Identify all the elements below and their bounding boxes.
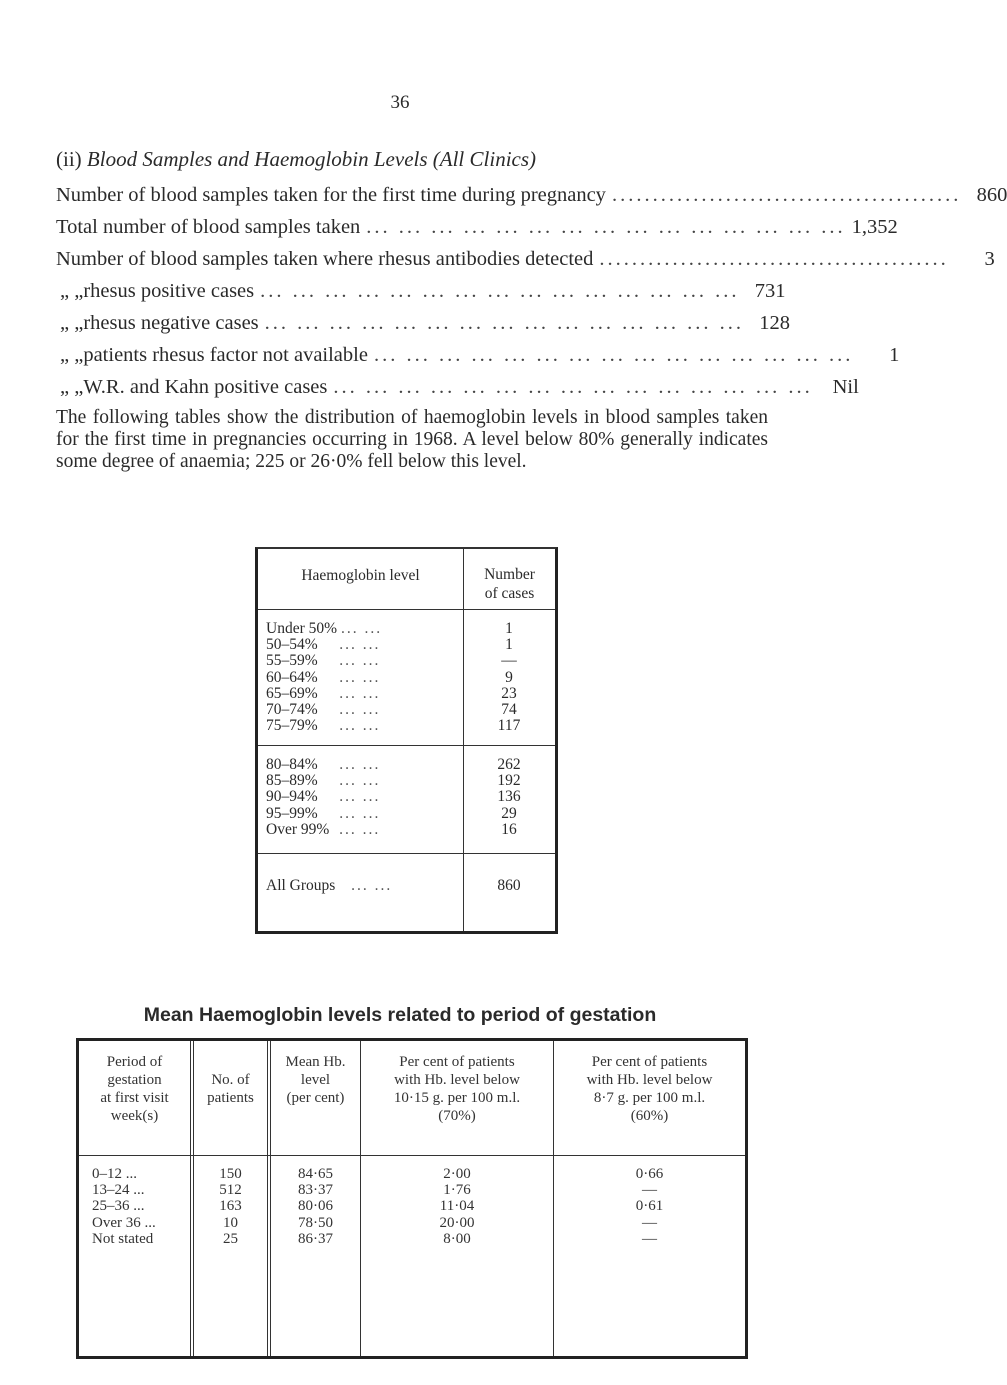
section-heading	[56, 147, 536, 172]
ditto-marks: „ „	[60, 312, 84, 334]
table-row: 90–94% ... ... 136	[266, 788, 521, 806]
header-below-70: Per cent of patients with Hb. level below 10·15 g. per 100 m.l. (70%)	[393, 1054, 521, 1124]
header-patients: No. of patients	[207, 1072, 254, 1106]
stat-label: Number of blood samples taken where rhesus antibodies detected	[56, 248, 594, 270]
stat-label: rhesus positive cases	[83, 280, 255, 302]
intro-paragraph: The following tables show the distribution of haemoglobin levels in blood samples taken for the first time in pregnancies occurring in 1968. A level below 80% generally indicates some degree of anaemia; 225 or 26·0% fell below this level.	[56, 407, 768, 472]
table-row: Under 50% ... ... 1	[266, 620, 513, 637]
ditto-marks: „ „	[60, 376, 84, 398]
stat-value: 3	[984, 248, 995, 270]
section-title: Blood Samples and Haemoglobin Levels (All Clinics)	[86, 147, 537, 171]
header-below-60: Per cent of patients with Hb. level below 8·7 g. per 100 m.l. (60%)	[586, 1054, 713, 1124]
stat-label: Total number of blood samples taken	[56, 216, 361, 238]
table-total	[258, 878, 555, 894]
stat-row: Number of blood samples taken for the first time during pregnancy ........................................... 860	[56, 179, 768, 211]
table-row: 0–12 ... 150 84·65 2·00 0·66	[92, 1166, 664, 1182]
stat-row: „ „ rhesus negative cases ... ... ... ... ... ... ... ... ... ... ... ... ... ... ... 128	[56, 307, 768, 339]
stat-row: „ „ rhesus positive cases ... ... ... ... ... ... ... ... ... ... ... ... ... ... ... 731	[56, 275, 768, 307]
page-number: 36	[390, 92, 410, 113]
header-divider	[79, 1155, 745, 1156]
stat-row: „ „ W.R. and Kahn positive cases ... ... ... ... ... ... ... ... ... ... ... ... ... ... ... Nil	[56, 371, 768, 403]
table-row: 70–74% ... ... 74	[266, 700, 517, 718]
stat-value: 860	[976, 184, 1007, 206]
header-number-of-cases: Number of cases	[484, 566, 535, 602]
stat-row: Total number of blood samples taken ... ... ... ... ... ... ... ... ... ... ... ... ... ... ... 1,352	[56, 211, 768, 243]
table-body	[79, 1166, 745, 1247]
stat-label: W.R. and Kahn positive cases	[83, 376, 328, 398]
stat-label: patients rhesus factor not available	[83, 344, 368, 366]
table-row: 95–99% ... ... 29	[266, 804, 517, 822]
ditto-marks: „ „	[60, 280, 84, 302]
table-row: Over 36 ... 10 78·50 20·00 —	[92, 1214, 657, 1231]
stat-value: 128	[759, 312, 791, 334]
header-divider	[258, 609, 555, 610]
table-row: Not stated 25 86·37 8·00 —	[92, 1230, 657, 1247]
stat-label: Number of blood samples taken for the first time during pregnancy	[56, 184, 606, 206]
blood-sample-statistics	[56, 179, 1007, 403]
gestation-haemoglobin-table	[76, 1038, 748, 1359]
group-divider	[258, 745, 555, 746]
stat-label: rhesus negative cases	[83, 312, 259, 334]
haemoglobin-distribution-table	[255, 547, 558, 934]
stat-value: 731	[754, 280, 786, 302]
table-group-below-80	[258, 621, 555, 734]
gestation-table-title: Mean Haemoglobin levels related to period of gestation	[143, 1004, 657, 1026]
column-divider	[463, 549, 464, 931]
stat-row: „ „ patients rhesus factor not available ... ... ... ... ... ... ... ... ... ... ... ... ... ... ... 1	[56, 339, 768, 371]
stat-row: Number of blood samples taken where rhesus antibodies detected ........................................... 3	[56, 243, 768, 275]
table-row: 13–24 ... 512 83·37 1·76 —	[92, 1182, 657, 1199]
table-row: 50–54% ... ... 1	[266, 636, 513, 654]
table-row: 55–59% ... ... —	[266, 652, 517, 670]
table-group-80-and-above	[258, 757, 555, 838]
table-row: 80–84% ... ... 262	[266, 756, 521, 773]
total-divider	[258, 853, 555, 854]
ditto-marks: „ „	[60, 344, 84, 366]
table-row: 60–64% ... ... 9	[266, 668, 513, 686]
table-row: 25–36 ... 163 80·06 11·04 0·61	[92, 1198, 664, 1215]
table-row: Over 99% ... ... 16	[266, 820, 517, 838]
stat-value: 1	[889, 344, 900, 366]
stat-value: 1,352	[851, 216, 898, 238]
header-haemoglobin-level: Haemoglobin level	[301, 567, 420, 584]
header-period: Period of gestation at first visit week(s)	[100, 1054, 169, 1124]
header-mean-hb: Mean Hb. level (per cent)	[285, 1054, 346, 1106]
table-row: 85–89% ... ... 192	[266, 772, 521, 790]
section-number: (ii)	[56, 147, 82, 171]
table-row: 75–79% ... ... 117	[266, 717, 521, 735]
table-row-total: All Groups ... ... 860	[266, 877, 521, 894]
table-row: 65–69% ... ... 23	[266, 684, 517, 702]
stat-value: Nil	[832, 376, 859, 398]
